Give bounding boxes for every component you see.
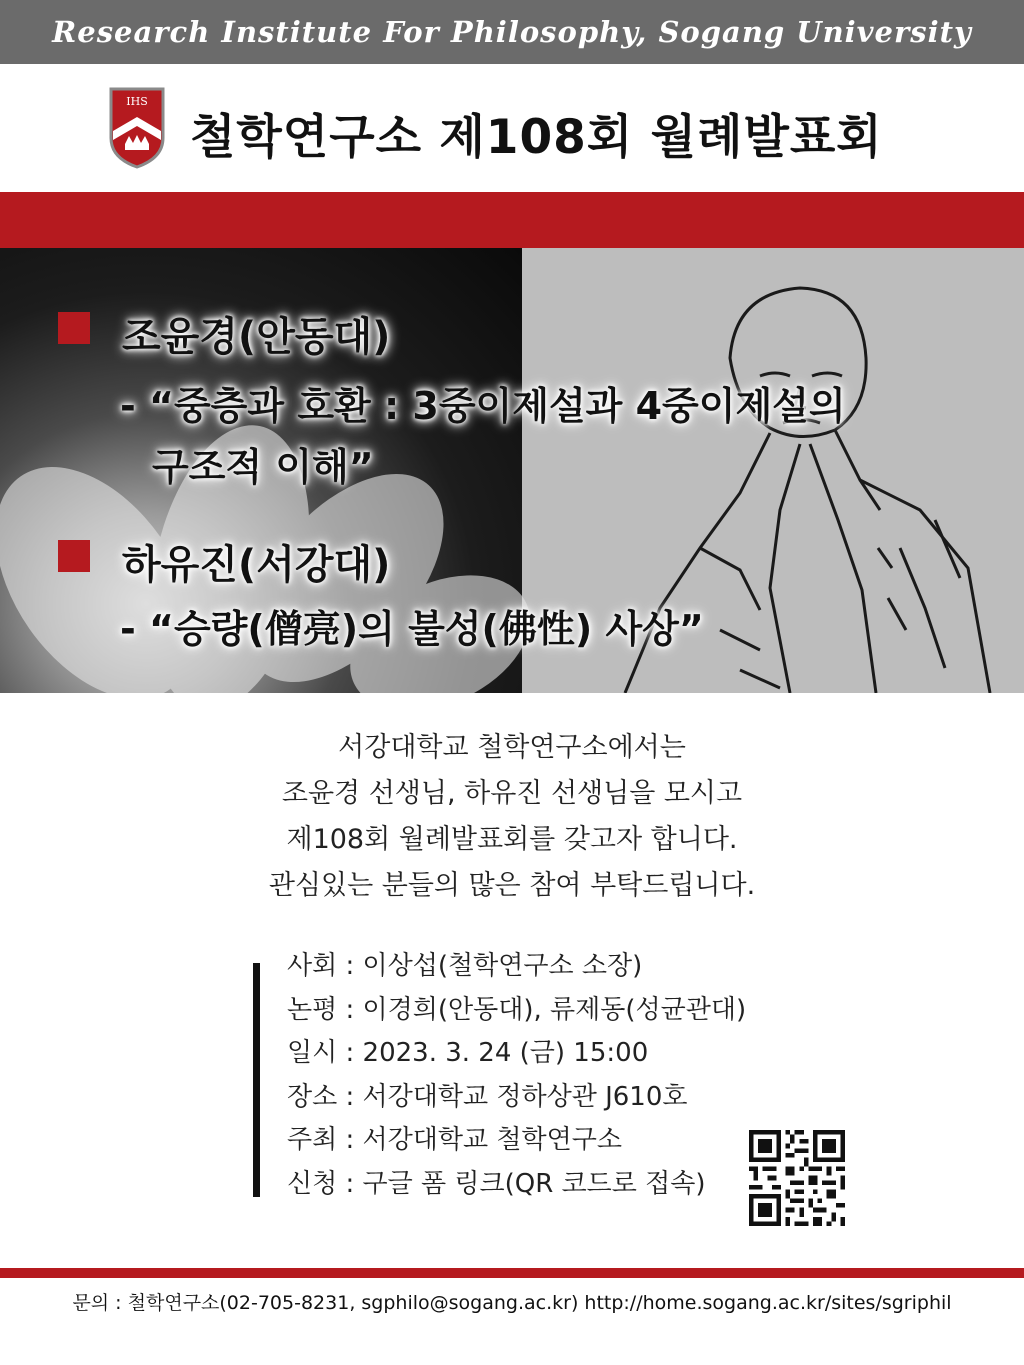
event-details bbox=[287, 945, 746, 1206]
detail-datetime: 일시 : 2023. 3. 24 (금) 15:00 bbox=[287, 1038, 649, 1068]
banner-text: Research Institute For Philosophy, Sogang University bbox=[52, 15, 972, 49]
hero-section bbox=[0, 248, 1024, 693]
contact-footer: 문의 : 철학연구소(02-705-8231, sgphilo@sogang.ac.kr) http://home.sogang.ac.kr/sites/sgriphil bbox=[72, 1292, 952, 1314]
detail-venue: 장소 : 서강대학교 정하상관 J610호 bbox=[287, 1081, 688, 1112]
talk-1-title-line2: 구조적 이해” bbox=[152, 445, 374, 489]
intro-line: 서강대학교 철학연구소에서는 bbox=[338, 732, 686, 763]
talk-2-speaker: 하유진(서강대) bbox=[122, 542, 391, 588]
institute-logo bbox=[108, 86, 166, 170]
intro-line: 관심있는 분들의 많은 참여 부탁드립니다. bbox=[268, 870, 756, 901]
qr-code-icon[interactable] bbox=[748, 1130, 846, 1226]
detail-discussants: 논평 : 이경희(안동대), 류제동(성균관대) bbox=[287, 994, 747, 1025]
details-accent-bar bbox=[253, 963, 260, 1197]
bottom-divider bbox=[0, 1268, 1024, 1278]
talk-1-speaker: 조윤경(안동대) bbox=[122, 314, 391, 360]
header bbox=[0, 64, 1024, 192]
page-title: 철학연구소 제108회 월례발표회 bbox=[190, 110, 883, 165]
detail-moderator: 사회 : 이상섭(철학연구소 소장) bbox=[287, 951, 643, 981]
top-banner bbox=[0, 0, 1024, 64]
detail-registration: 신청 : 구글 폼 링크(QR 코드로 접속) bbox=[287, 1168, 706, 1199]
intro-line: 제108회 월례발표회를 갖고자 합니다. bbox=[286, 824, 738, 855]
red-divider bbox=[0, 192, 1024, 248]
talk-2-title-line1: - “승량(僧亮)의 불성(佛性) 사상” bbox=[120, 607, 704, 651]
talk-1-title-line1: - “중층과 호환 : 3중이제설과 4중이제설의 bbox=[120, 384, 846, 428]
intro-line: 조윤경 선생님, 하유진 선생님을 모시고 bbox=[281, 778, 743, 809]
intro-text bbox=[0, 725, 1024, 909]
detail-host: 주최 : 서강대학교 철학연구소 bbox=[287, 1125, 622, 1155]
talk-2-bullet bbox=[58, 540, 90, 572]
talk-1-bullet bbox=[58, 312, 90, 344]
logo-text: IHS bbox=[126, 95, 148, 108]
